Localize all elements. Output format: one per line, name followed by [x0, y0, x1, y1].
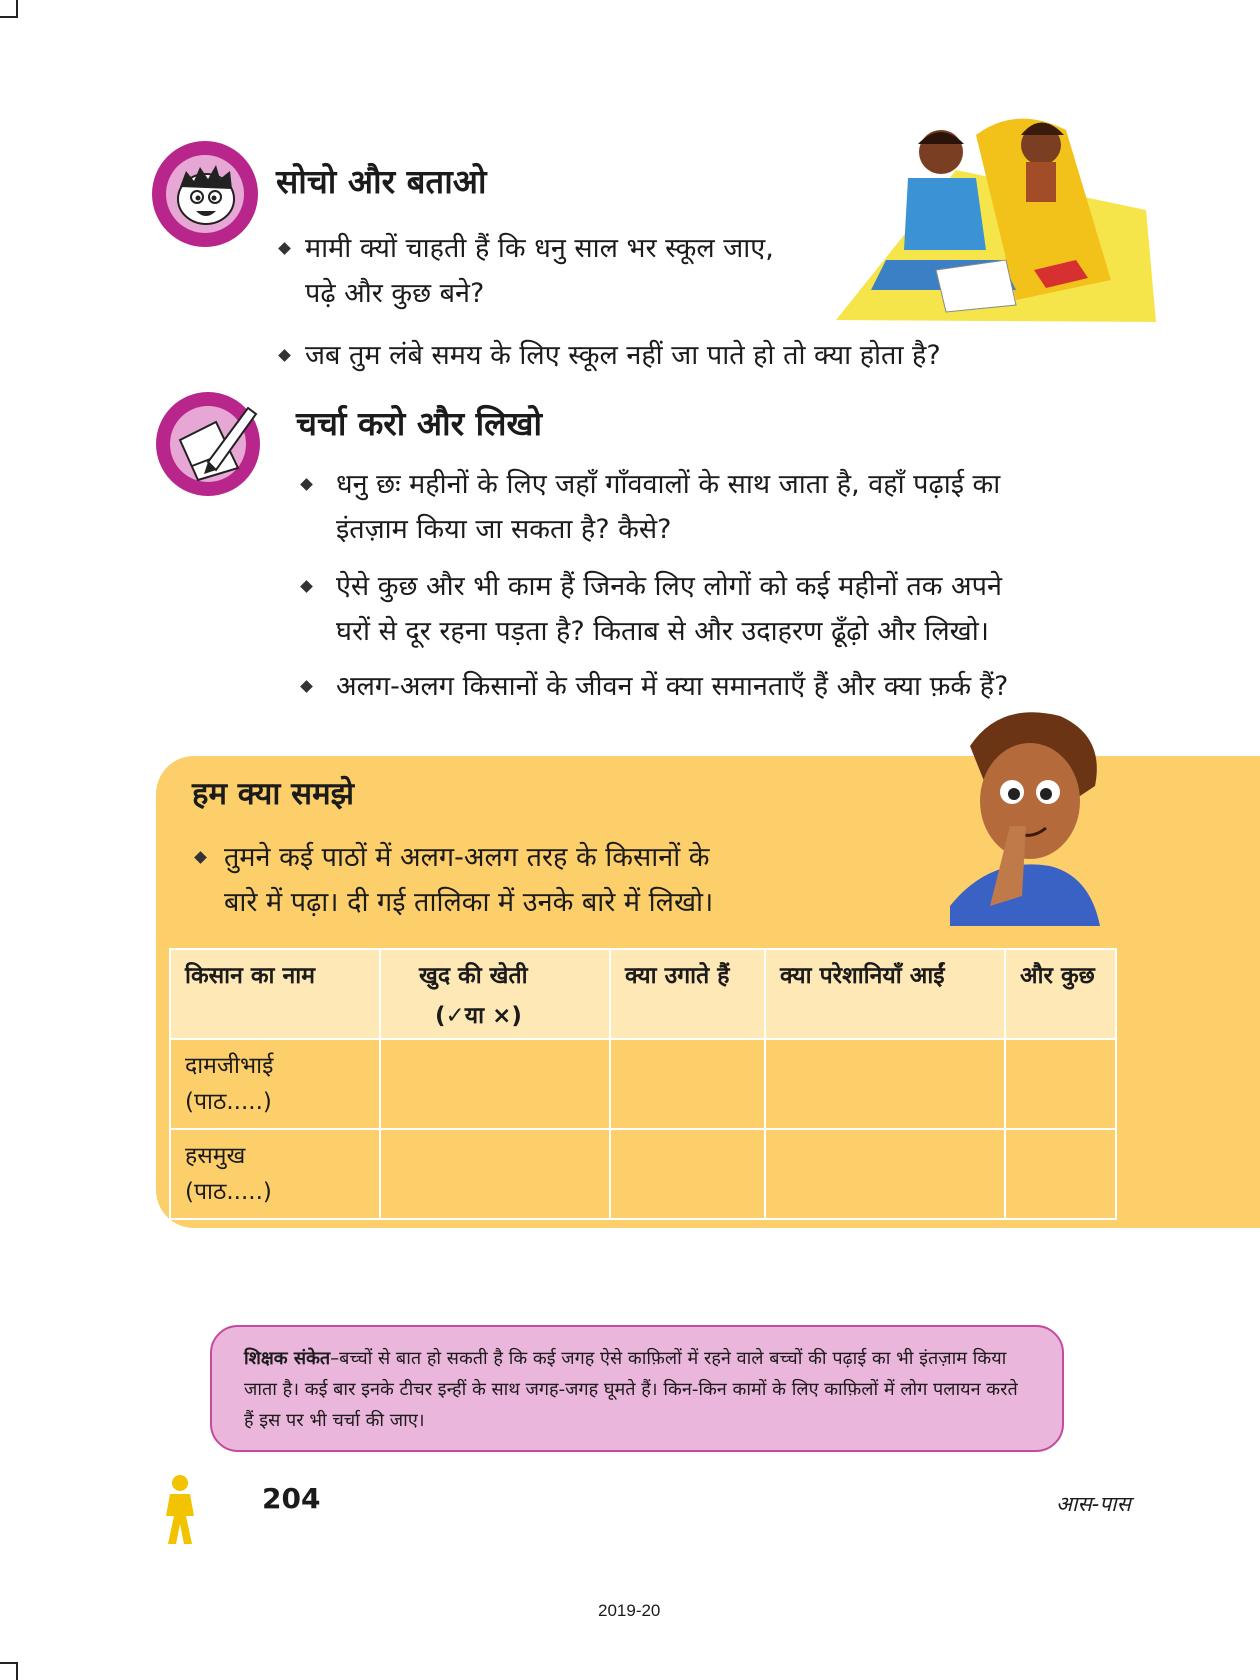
crop-mark-bottom-h [0, 1662, 18, 1664]
row-farmer-cell: दामजीभाई (पाठ.....) [170, 1039, 380, 1129]
table-cell[interactable] [610, 1129, 765, 1219]
table-row [170, 1129, 1116, 1219]
page-number: 204 [262, 1482, 321, 1515]
bullet-icon [300, 680, 313, 693]
table-cell[interactable] [765, 1129, 1005, 1219]
book-title: आस-पास [1056, 1492, 1131, 1516]
teacher-note [210, 1325, 1064, 1452]
header-farmer-name: किसान का नाम [170, 949, 380, 1039]
header-problems: क्या परेशानियाँ आईं [765, 949, 1005, 1039]
table-cell[interactable] [765, 1039, 1005, 1129]
discuss-heading: चर्चा करो और लिखो [296, 404, 543, 443]
pencil-writing-icon [156, 392, 260, 496]
think-heading: सोचो और बताओ [276, 162, 487, 201]
bullet-icon [300, 478, 313, 491]
boy-studying-illustration [826, 100, 1156, 325]
bullet-icon [278, 242, 291, 255]
table-row [170, 1039, 1116, 1129]
think-item-2: जब तुम लंबे समय के लिए स्कूल नहीं जा पाते हो तो क्या होता है? [305, 340, 941, 371]
summary-item: तुमने कई पाठों में अलग-अलग तरह के किसानों के बारे में पढ़ा। दी गई तालिका में उनके बारे में लिखो। [224, 842, 714, 918]
table-header-row [170, 949, 1116, 1039]
crop-mark-top-h [0, 16, 18, 18]
header-own-farming: खुद की खेती (✓या ×) [380, 949, 610, 1039]
farmers-table [169, 948, 1117, 1220]
thinking-boy-icon [152, 141, 258, 247]
teacher-note-text: –बच्चों से बात हो सकती है कि कई जगह ऐसे काफ़िलों में रहने वाले बच्चों की पढ़ाई का भी इंतज़ाम किया जाता है। कई बार इनके टीचर इन्हीं के साथ जगह-जगह घूमते हैं। किन-किन कामों के लिए काफ़िलों में लोग पलायन करते हैं इस पर भी चर्चा की जाए। [244, 1348, 1018, 1431]
row-farmer-cell: हसमुख (पाठ.....) [170, 1129, 380, 1219]
header-what-grown: क्या उगाते हैं [610, 949, 765, 1039]
walking-figure-icon [158, 1474, 202, 1546]
table-cell[interactable] [610, 1039, 765, 1129]
bullet-icon [300, 580, 313, 593]
table-cell[interactable] [1005, 1129, 1116, 1219]
table-cell[interactable] [380, 1129, 610, 1219]
table-cell[interactable] [380, 1039, 610, 1129]
table-cell[interactable] [1005, 1039, 1116, 1129]
discuss-item-2: ऐसे कुछ और भी काम हैं जिनके लिए लोगों को कई महीनों तक अपने घरों से दूर रहना पड़ता है? किताब से और उदाहरण ढूँढ़ो और लिखो। [336, 571, 1002, 647]
teacher-note-label: शिक्षक संकेत [244, 1348, 331, 1369]
discuss-item-3: अलग-अलग किसानों के जीवन में क्या समानताएँ हैं और क्या फ़र्क हैं? [336, 671, 1009, 702]
header-other: और कुछ [1005, 949, 1116, 1039]
bullet-icon [278, 349, 291, 362]
crop-mark-bottom [16, 1662, 18, 1680]
discuss-item-1: धनु छः महीनों के लिए जहाँ गाँववालों के साथ जाता है, वहाँ पढ़ाई का इंतज़ाम किया जा सकता है? कैसे? [336, 469, 1001, 545]
think-item-1: मामी क्यों चाहती हैं कि धनु साल भर स्कूल जाए, पढ़े और कुछ बने? [305, 233, 774, 309]
thinking-child-illustration [930, 706, 1120, 926]
summary-heading: हम क्या समझे [192, 776, 355, 812]
year-label: 2019-20 [598, 1601, 661, 1620]
